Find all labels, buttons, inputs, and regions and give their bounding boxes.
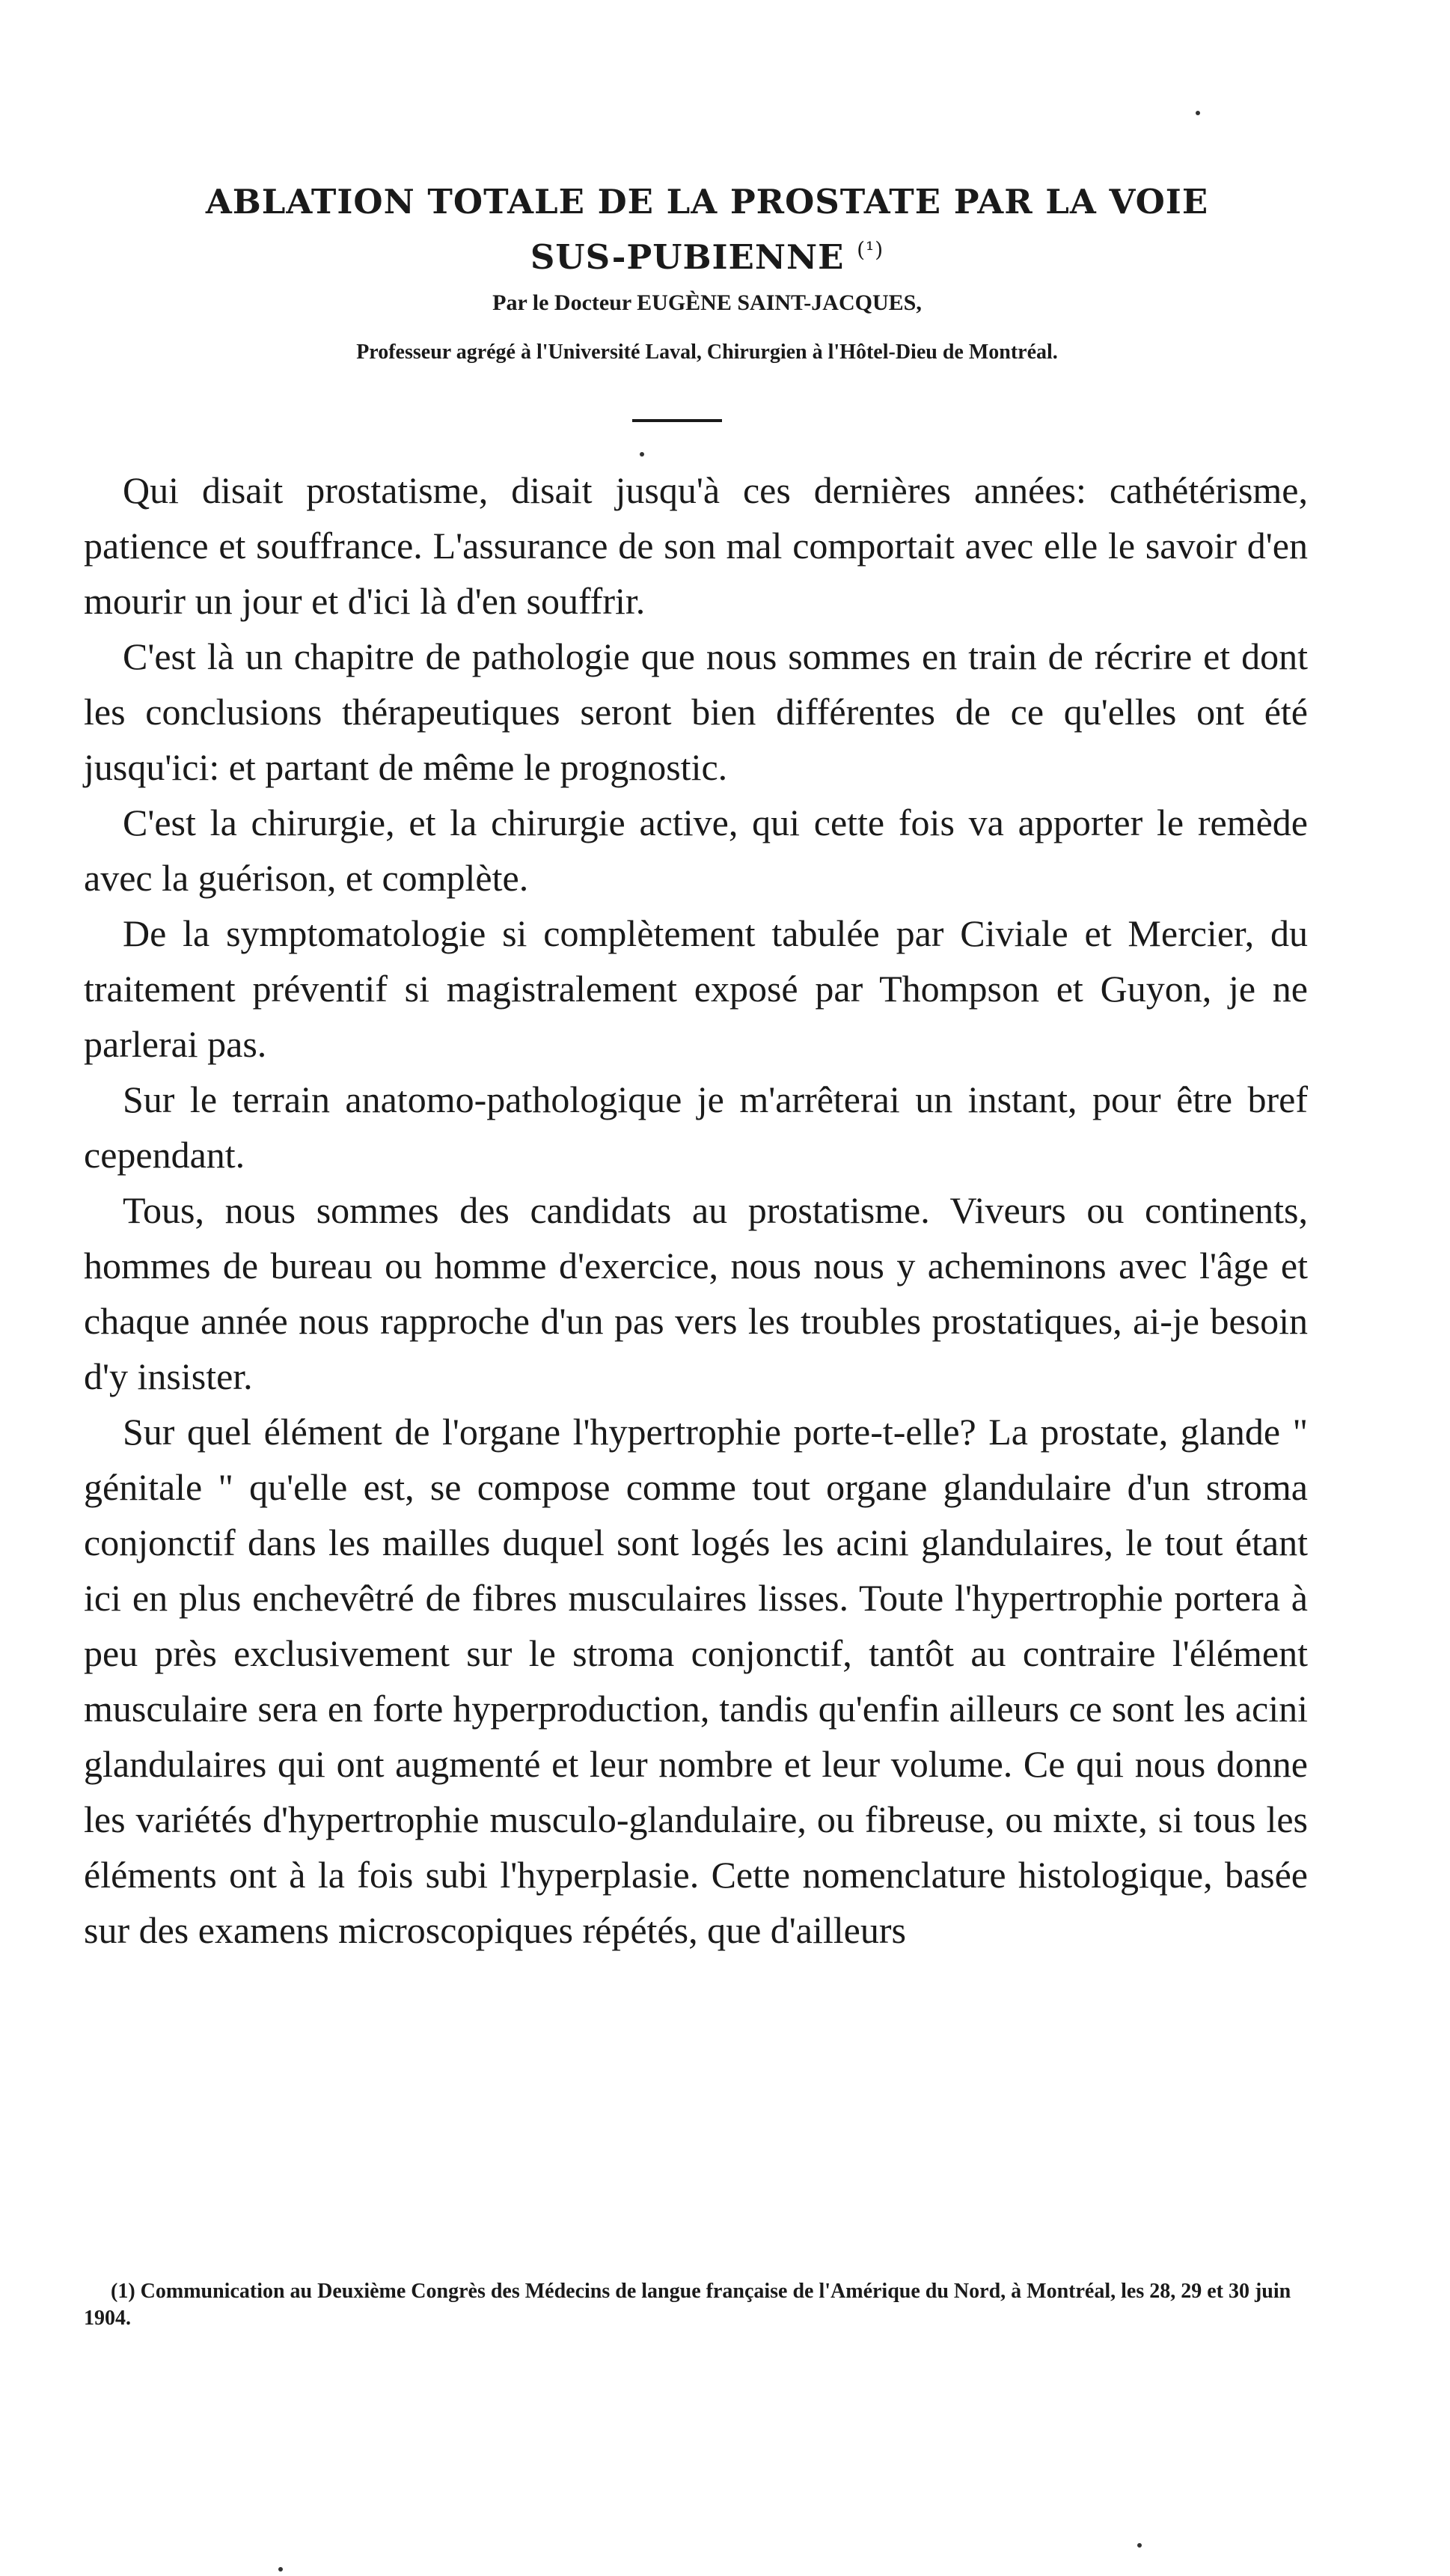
title-divider [632, 419, 722, 422]
scan-speck [1137, 2543, 1142, 2548]
paragraph-7: Sur quel élément de l'organe l'hypertrophie porte-t-elle? La prostate, glande " génitale " qu'elle est, se compose comme tout organe glandulaire d'un stroma conjonctif dans les mailles duquel sont logés les acini glandulaires, le tout étant ici en plus enchevêtré de fibres musculaires lisses. Toute l'hypertrophie portera à peu près exclusivement sur le stroma conjonctif, tantôt au contraire l'élément musculaire sera en forte hyperproduction, tandis qu'enfin ailleurs ce sont les acini glandulaires qui ont augmenté et leur nombre et leur volume. Ce qui nous donne les variétés d'hypertrophie musculo-glandulaire, ou fibreuse, ou mixte, si tous les éléments ont à la fois subi l'hyperplasie. Cette nomenclature histologique, basée sur des examens microscopiques répétés, que d'ailleurs [84, 1411, 1308, 1951]
paragraph-6: Tous, nous sommes des candidats au prostatisme. Viveurs ou continents, hommes de bureau ou homme d'exercice, nous nous y acheminons avec l'âge et chaque année nous rapproche d'un pas vers les troubles prostatiques, ai-je besoin d'y insister. [84, 1189, 1308, 1397]
title-line-2 [112, 226, 1302, 281]
title-line-1: ABLATION TOTALE DE LA PROSTATE PAR LA VOIE [205, 182, 1209, 222]
paragraph-4: De la symptomatologie si complètement tabulée par Civiale et Mercier, du traitement préventif si magistralement exposé par Thompson et Guyon, je ne parlerai pas. [84, 912, 1308, 1065]
article-title [112, 178, 1302, 281]
scan-speck [640, 452, 644, 457]
paragraph-1: Qui disait prostatisme, disait jusqu'à ces dernières années: cathétérisme, patience et souffrance. L'assurance de son mal comportait avec elle le savoir d'en mourir un jour et d'ici là d'en souffrir. [84, 469, 1308, 622]
title-line-2-text: SUS-PUBIENNE [530, 237, 845, 277]
paragraph-2: C'est là un chapitre de pathologie que nous sommes en train de récrire et dont les conclusions thérapeutiques seront bien différentes de ce qu'elles ont été jusqu'ici: et partant de même le prognostic. [84, 635, 1308, 788]
paragraph-5: Sur le terrain anatomo-pathologique je m'arrêterai un instant, pour être bref cependant. [84, 1078, 1308, 1176]
scan-speck [278, 2567, 283, 2572]
footnote: (1) Communication au Deuxième Congrès des Médecins de langue française de l'Amérique du Nord, à Montréal, les 28, 29 et 30 juin 1904. [84, 2280, 1291, 2330]
paragraph-3: C'est la chirurgie, et la chirurgie active, qui cette fois va apporter le remède avec la guérison, et complète. [84, 802, 1308, 899]
title-footnote-marker: (¹) [857, 237, 884, 262]
scan-speck [1196, 111, 1200, 115]
article-body [84, 463, 1308, 1958]
author-affiliation: Professeur agrégé à l'Université Laval, Chirurgien à l'Hôtel-Dieu de Montréal. [356, 341, 1058, 364]
author-byline: Par le Docteur EUGÈNE SAINT-JACQUES, [492, 290, 922, 315]
